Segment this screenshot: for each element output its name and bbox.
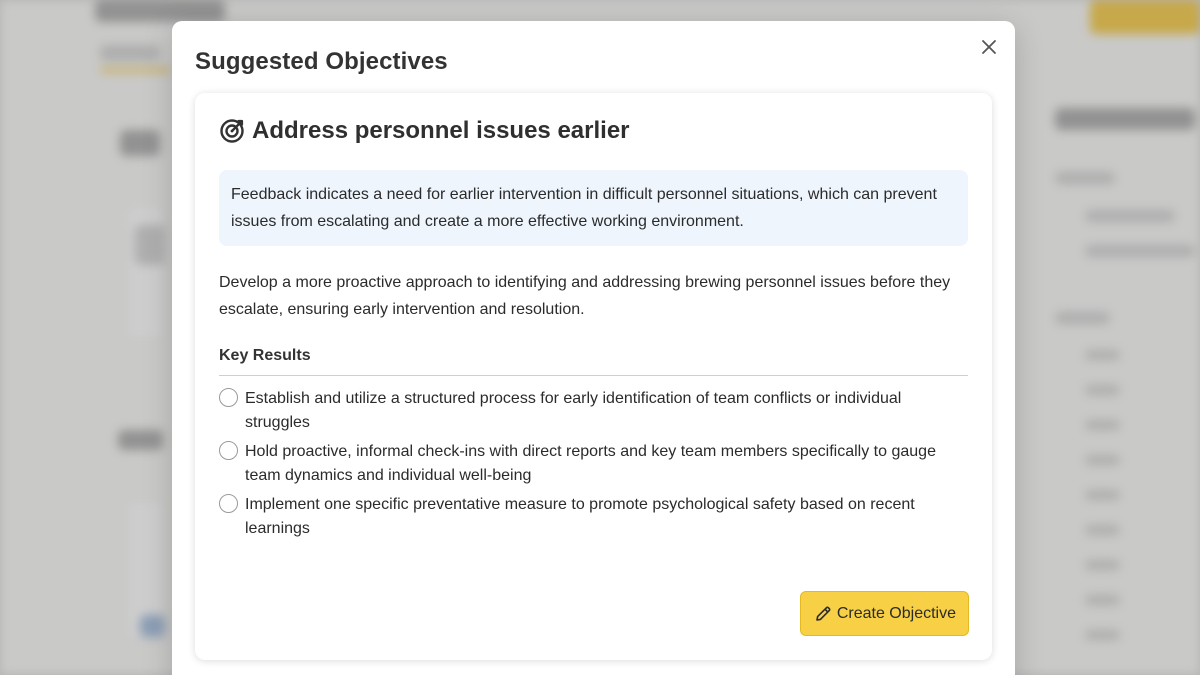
close-button[interactable] [977, 35, 1001, 59]
objective-description: Develop a more proactive approach to identifying and addressing brewing personnel issues before they escalate, ensuring early intervention and resolution. [219, 274, 951, 318]
key-result-radio[interactable] [219, 441, 238, 460]
create-objective-label: Create Objective [836, 604, 956, 622]
key-result-item [219, 387, 968, 435]
objective-title: Address personnel issues earlier [252, 117, 630, 144]
key-result-item [219, 440, 968, 488]
modal-title: Suggested Objectives [195, 48, 448, 75]
suggested-objectives-modal [172, 21, 1015, 675]
key-results-list [219, 387, 968, 546]
pencil-icon [814, 605, 832, 623]
feedback-callout: Feedback indicates a need for earlier intervention in difficult personnel situations, which can prevent issues from escalating and create a more effective working environment. [219, 170, 968, 246]
key-result-text: Hold proactive, informal check-ins with direct reports and key team members specifically to gauge team dynamics and individual well-being [245, 443, 936, 484]
divider [219, 375, 968, 376]
key-results-heading: Key Results [219, 347, 311, 364]
objective-header [219, 117, 630, 145]
key-result-item [219, 493, 968, 541]
key-result-text: Establish and utilize a structured process for early identification of team conflicts or individual struggles [245, 390, 902, 431]
target-icon [219, 118, 245, 144]
create-objective-button[interactable] [800, 591, 969, 636]
key-result-radio[interactable] [219, 388, 238, 407]
close-icon [981, 39, 997, 55]
objective-card [195, 93, 992, 660]
key-result-radio[interactable] [219, 494, 238, 513]
key-result-text: Implement one specific preventative measure to promote psychological safety based on recent learnings [245, 496, 915, 537]
